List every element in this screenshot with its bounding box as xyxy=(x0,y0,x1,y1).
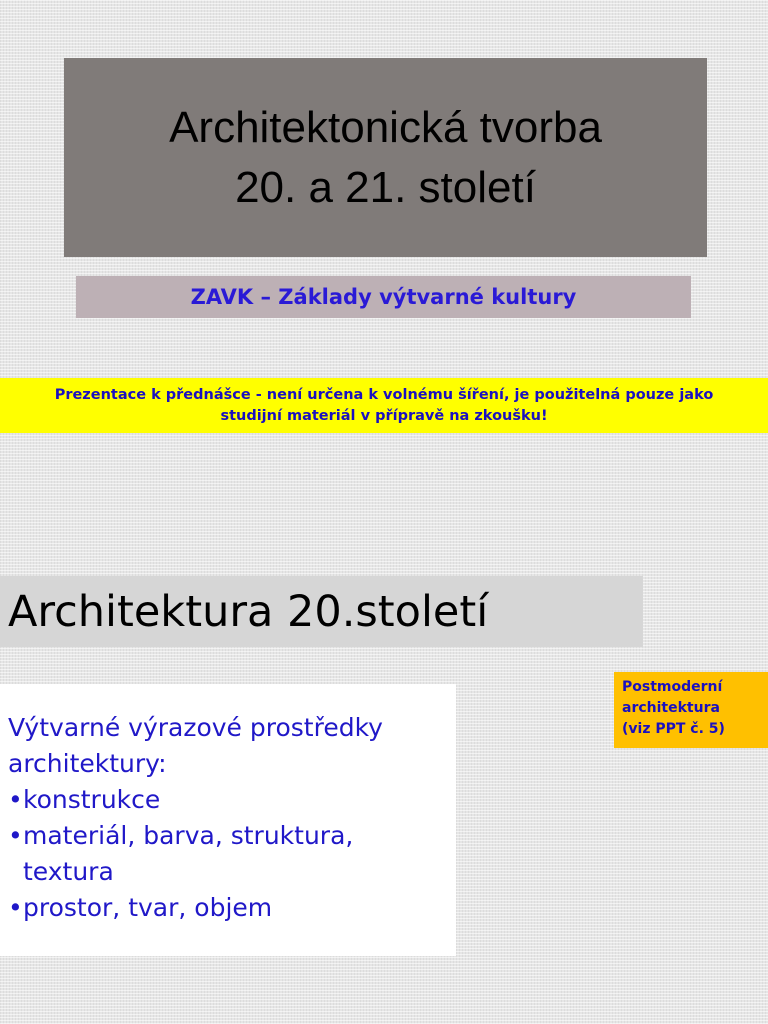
course-subtitle: ZAVK – Základy výtvarné kultury xyxy=(190,285,577,309)
note-line-1: Postmoderní xyxy=(622,679,723,695)
content-intro-line-1: Výtvarné výrazové prostředky xyxy=(8,713,383,742)
title-line-1: Architektonická tvorba xyxy=(169,102,602,152)
list-item-text: konstrukce xyxy=(23,785,161,814)
content-panel xyxy=(0,684,456,956)
notice-line-2: studijní materiál v přípravě na zkoušku! xyxy=(220,407,548,424)
title-line-2: 20. a 21. století xyxy=(235,162,536,212)
list-item xyxy=(8,782,456,818)
bullet-icon: • xyxy=(8,785,23,814)
list-item-text: materiál, barva, struktura, textura xyxy=(23,821,354,886)
title-banner xyxy=(64,58,707,257)
list-item xyxy=(8,890,456,926)
section-heading: Architektura 20.století xyxy=(8,586,489,637)
note-line-2: architektura xyxy=(622,700,720,716)
postmodern-note xyxy=(614,672,768,748)
section-heading-banner xyxy=(0,576,643,647)
list-item-text: prostor, tvar, objem xyxy=(23,893,273,922)
notice-line-1: Prezentace k přednášce - není určena k volnému šíření, je použitelná pouze jako xyxy=(54,386,714,403)
note-line-3: (viz PPT č. 5) xyxy=(622,721,725,737)
bullet-icon: • xyxy=(8,821,23,850)
subtitle-banner xyxy=(76,276,691,318)
list-item xyxy=(8,818,456,890)
bullet-icon: • xyxy=(8,893,23,922)
content-intro-line-2: architektury: xyxy=(8,749,167,778)
distribution-notice xyxy=(0,378,768,433)
